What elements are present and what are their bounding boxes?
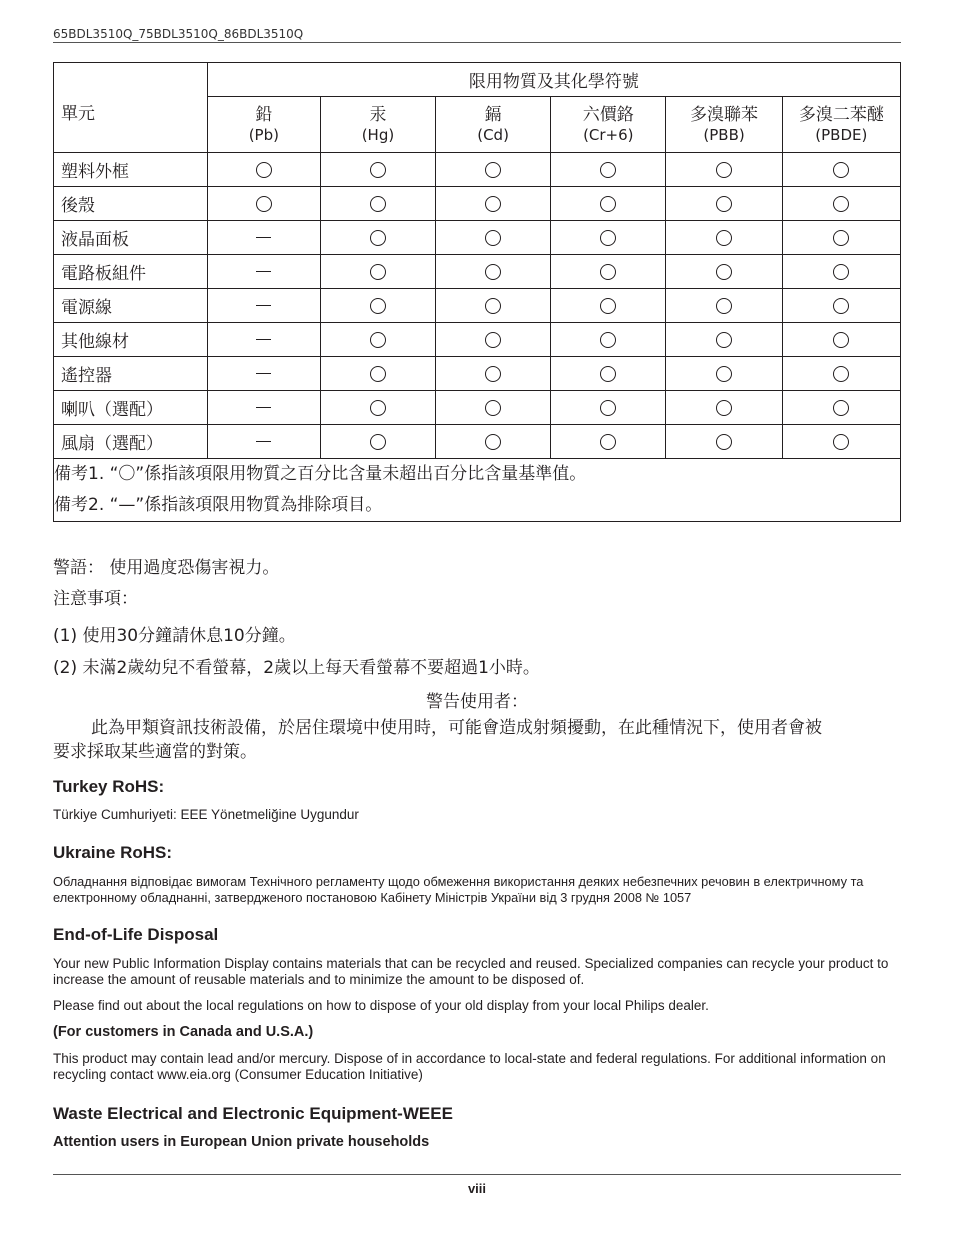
mark-cell [666, 153, 782, 187]
circle-mark-icon [716, 196, 732, 212]
substance-header [782, 97, 900, 153]
mark-cell [436, 255, 551, 289]
dash-mark-icon [256, 441, 271, 442]
mark-cell [666, 323, 782, 357]
dash-mark-icon [256, 407, 271, 408]
circle-mark-icon [600, 298, 616, 314]
mark-cell [320, 425, 435, 459]
circle-mark-icon [485, 366, 501, 382]
page-number: viii [467, 1181, 487, 1196]
circle-mark-icon [716, 230, 732, 246]
mark-cell [782, 187, 900, 221]
circle-mark-icon [485, 162, 501, 178]
circle-mark-icon [485, 230, 501, 246]
unit-name: 電路板組件 [54, 255, 208, 289]
circle-mark-icon [370, 332, 386, 348]
circle-mark-icon [600, 230, 616, 246]
substance-name: 鎘 [484, 104, 502, 125]
mark-cell [666, 255, 782, 289]
mark-cell [436, 357, 551, 391]
unit-name: 遙控器 [54, 357, 208, 391]
mark-cell [436, 391, 551, 425]
substance-name: 汞 [369, 104, 387, 125]
table-row [54, 323, 901, 357]
dash-mark-icon [256, 305, 271, 306]
substance-name: 多溴二苯醚 [798, 104, 884, 125]
circle-mark-icon [716, 400, 732, 416]
substance-name: 鉛 [255, 104, 273, 125]
unit-name: 液晶面板 [54, 221, 208, 255]
ukraine-heading: Ukraine RoHS: [53, 843, 173, 862]
substance-header [551, 97, 666, 153]
circle-mark-icon [833, 230, 849, 246]
circle-mark-icon [485, 298, 501, 314]
substance-name: 多溴聯苯 [690, 104, 759, 125]
note-1: 備考1. “〇”係指該項限用物質之百分比含量未超出百分比含量基準值。 [54, 464, 587, 484]
circle-mark-icon [716, 162, 732, 178]
mark-cell [666, 187, 782, 221]
model-number: 65BDL3510Q_75BDL3510Q_86BDL3510Q [53, 27, 304, 41]
mark-cell [551, 255, 666, 289]
dash-mark-icon [256, 237, 271, 238]
circle-mark-icon [833, 400, 849, 416]
mark-cell [207, 289, 320, 323]
turkey-heading: Turkey RoHS: [53, 777, 165, 796]
weee-heading: Waste Electrical and Electronic Equipment-WEEE [53, 1104, 453, 1123]
table-notes [54, 459, 901, 522]
dash-mark-icon [256, 373, 271, 374]
circle-mark-icon [485, 332, 501, 348]
mark-cell [436, 153, 551, 187]
mark-cell [551, 357, 666, 391]
unit-header: 單元 [54, 63, 208, 153]
note-2: 備考2. “—”係指該項限用物質為排除項目。 [54, 495, 383, 515]
mark-cell [666, 391, 782, 425]
unit-name: 其他線材 [54, 323, 208, 357]
circle-mark-icon [485, 264, 501, 280]
mark-cell [782, 255, 900, 289]
circle-mark-icon [485, 196, 501, 212]
mark-cell [551, 323, 666, 357]
eol-subheading: (For customers in Canada and U.S.A.) [53, 1024, 314, 1040]
table-row [54, 425, 901, 459]
table-row [54, 187, 901, 221]
substance-header [436, 97, 551, 153]
mark-cell [782, 221, 900, 255]
mark-cell [436, 289, 551, 323]
circle-mark-icon [370, 400, 386, 416]
circle-mark-icon [833, 196, 849, 212]
ukraine-text: Обладнання відповідає вимогам Технічного регламенту щодо обмеження використання деяких небезпечних речовин в електричному та електронному обладнанні, затвердженого постановою Кабінету Міністрів України від 3 грудня 2008 № 1057 [53, 874, 864, 905]
mark-cell [782, 391, 900, 425]
circle-mark-icon [716, 366, 732, 382]
mark-cell [320, 391, 435, 425]
mark-cell [782, 289, 900, 323]
eol-paragraph-3: This product may contain lead and/or mercury. Dispose of in accordance to local-state and federal regulations. For additional information on recycling contact www.eia.org (Consumer Education Initiative) [53, 1051, 886, 1082]
table-row [54, 357, 901, 391]
mark-cell [782, 153, 900, 187]
substance-symbol: (Cd) [477, 125, 509, 144]
mark-cell [207, 221, 320, 255]
weee-subheading: Attention users in European Union private households [53, 1134, 430, 1150]
mark-cell [207, 391, 320, 425]
circle-mark-icon [833, 366, 849, 382]
mark-cell [436, 425, 551, 459]
eol-paragraph-1: Your new Public Information Display contains materials that can be recycled and reused. Specialized companies can recycle your product to increase the amount of reusable materials and to minimize the amount to be disposed of. [53, 956, 889, 987]
mark-cell [666, 357, 782, 391]
circle-mark-icon [716, 332, 732, 348]
notice-item-1: (1) 使用30分鐘請休息10分鐘。 [53, 626, 296, 646]
mark-cell [207, 255, 320, 289]
table-row [54, 153, 901, 187]
dash-mark-icon [256, 339, 271, 340]
mark-cell [551, 221, 666, 255]
mark-cell [782, 323, 900, 357]
mark-cell [666, 425, 782, 459]
circle-mark-icon [370, 162, 386, 178]
mark-cell [207, 425, 320, 459]
circle-mark-icon [600, 400, 616, 416]
unit-name: 塑料外框 [54, 153, 208, 187]
circle-mark-icon [833, 162, 849, 178]
table-row [54, 391, 901, 425]
unit-name: 後殼 [54, 187, 208, 221]
table-row [54, 255, 901, 289]
substance-symbol: (Hg) [361, 125, 395, 144]
notice-item-2: (2) 未滿2歲幼兒不看螢幕，2歲以上每天看螢幕不要超過1小時。 [53, 658, 540, 678]
substances-header: 限用物質及其化學符號 [207, 63, 900, 97]
restricted-substances-table [53, 62, 901, 522]
substance-symbol: (PBB) [703, 125, 745, 144]
mark-cell [436, 187, 551, 221]
mark-cell [551, 425, 666, 459]
circle-mark-icon [833, 298, 849, 314]
circle-mark-icon [600, 332, 616, 348]
mark-cell [320, 323, 435, 357]
substance-header [666, 97, 782, 153]
turkey-text: Türkiye Cumhuriyeti: EEE Yönetmeliğine Uygundur [53, 807, 359, 822]
circle-mark-icon [716, 298, 732, 314]
user-warning-title: 警告使用者： [426, 692, 528, 712]
circle-mark-icon [600, 162, 616, 178]
table-row [54, 289, 901, 323]
substance-header [207, 97, 320, 153]
mark-cell [782, 425, 900, 459]
circle-mark-icon [485, 400, 501, 416]
mark-cell [207, 187, 320, 221]
header-rule [53, 42, 901, 43]
circle-mark-icon [256, 162, 272, 178]
unit-name: 電源線 [54, 289, 208, 323]
table-row [54, 221, 901, 255]
dash-mark-icon [256, 271, 271, 272]
mark-cell [666, 221, 782, 255]
substance-symbol: (Cr+6) [583, 125, 634, 144]
unit-name: 喇叭（選配） [54, 391, 208, 425]
circle-mark-icon [370, 298, 386, 314]
notice-title: 注意事項： [53, 589, 138, 609]
mark-cell [320, 221, 435, 255]
warning-line: 警語： 使用過度恐傷害視力。 [53, 558, 280, 578]
substance-symbol: (Pb) [248, 125, 279, 144]
mark-cell [666, 289, 782, 323]
circle-mark-icon [833, 264, 849, 280]
circle-mark-icon [370, 230, 386, 246]
circle-mark-icon [370, 434, 386, 450]
circle-mark-icon [370, 366, 386, 382]
circle-mark-icon [370, 196, 386, 212]
mark-cell [320, 357, 435, 391]
user-warning-line-2: 要求採取某些適當的對策。 [53, 742, 257, 762]
unit-name: 風扇（選配） [54, 425, 208, 459]
eol-heading: End-of-Life Disposal [53, 925, 219, 944]
circle-mark-icon [600, 196, 616, 212]
substance-symbol: (PBDE) [815, 125, 868, 144]
mark-cell [551, 187, 666, 221]
circle-mark-icon [716, 434, 732, 450]
user-warning-line-1: 此為甲類資訊技術設備，於居住環境中使用時，可能會造成射頻擾動，在此種情況下，使用者會被 [91, 718, 822, 738]
footer-rule [53, 1174, 901, 1175]
mark-cell [551, 153, 666, 187]
circle-mark-icon [716, 264, 732, 280]
mark-cell [436, 221, 551, 255]
mark-cell [551, 391, 666, 425]
mark-cell [207, 357, 320, 391]
circle-mark-icon [600, 366, 616, 382]
mark-cell [320, 187, 435, 221]
substance-header [320, 97, 435, 153]
circle-mark-icon [833, 332, 849, 348]
mark-cell [207, 153, 320, 187]
eol-paragraph-2: Please find out about the local regulations on how to dispose of your old display from your local Philips dealer. [53, 998, 709, 1013]
mark-cell [782, 357, 900, 391]
substance-name: 六價鉻 [582, 104, 634, 125]
circle-mark-icon [600, 434, 616, 450]
circle-mark-icon [485, 434, 501, 450]
mark-cell [320, 255, 435, 289]
circle-mark-icon [256, 196, 272, 212]
mark-cell [320, 153, 435, 187]
mark-cell [320, 289, 435, 323]
mark-cell [436, 323, 551, 357]
circle-mark-icon [600, 264, 616, 280]
mark-cell [551, 289, 666, 323]
circle-mark-icon [370, 264, 386, 280]
circle-mark-icon [833, 434, 849, 450]
mark-cell [207, 323, 320, 357]
